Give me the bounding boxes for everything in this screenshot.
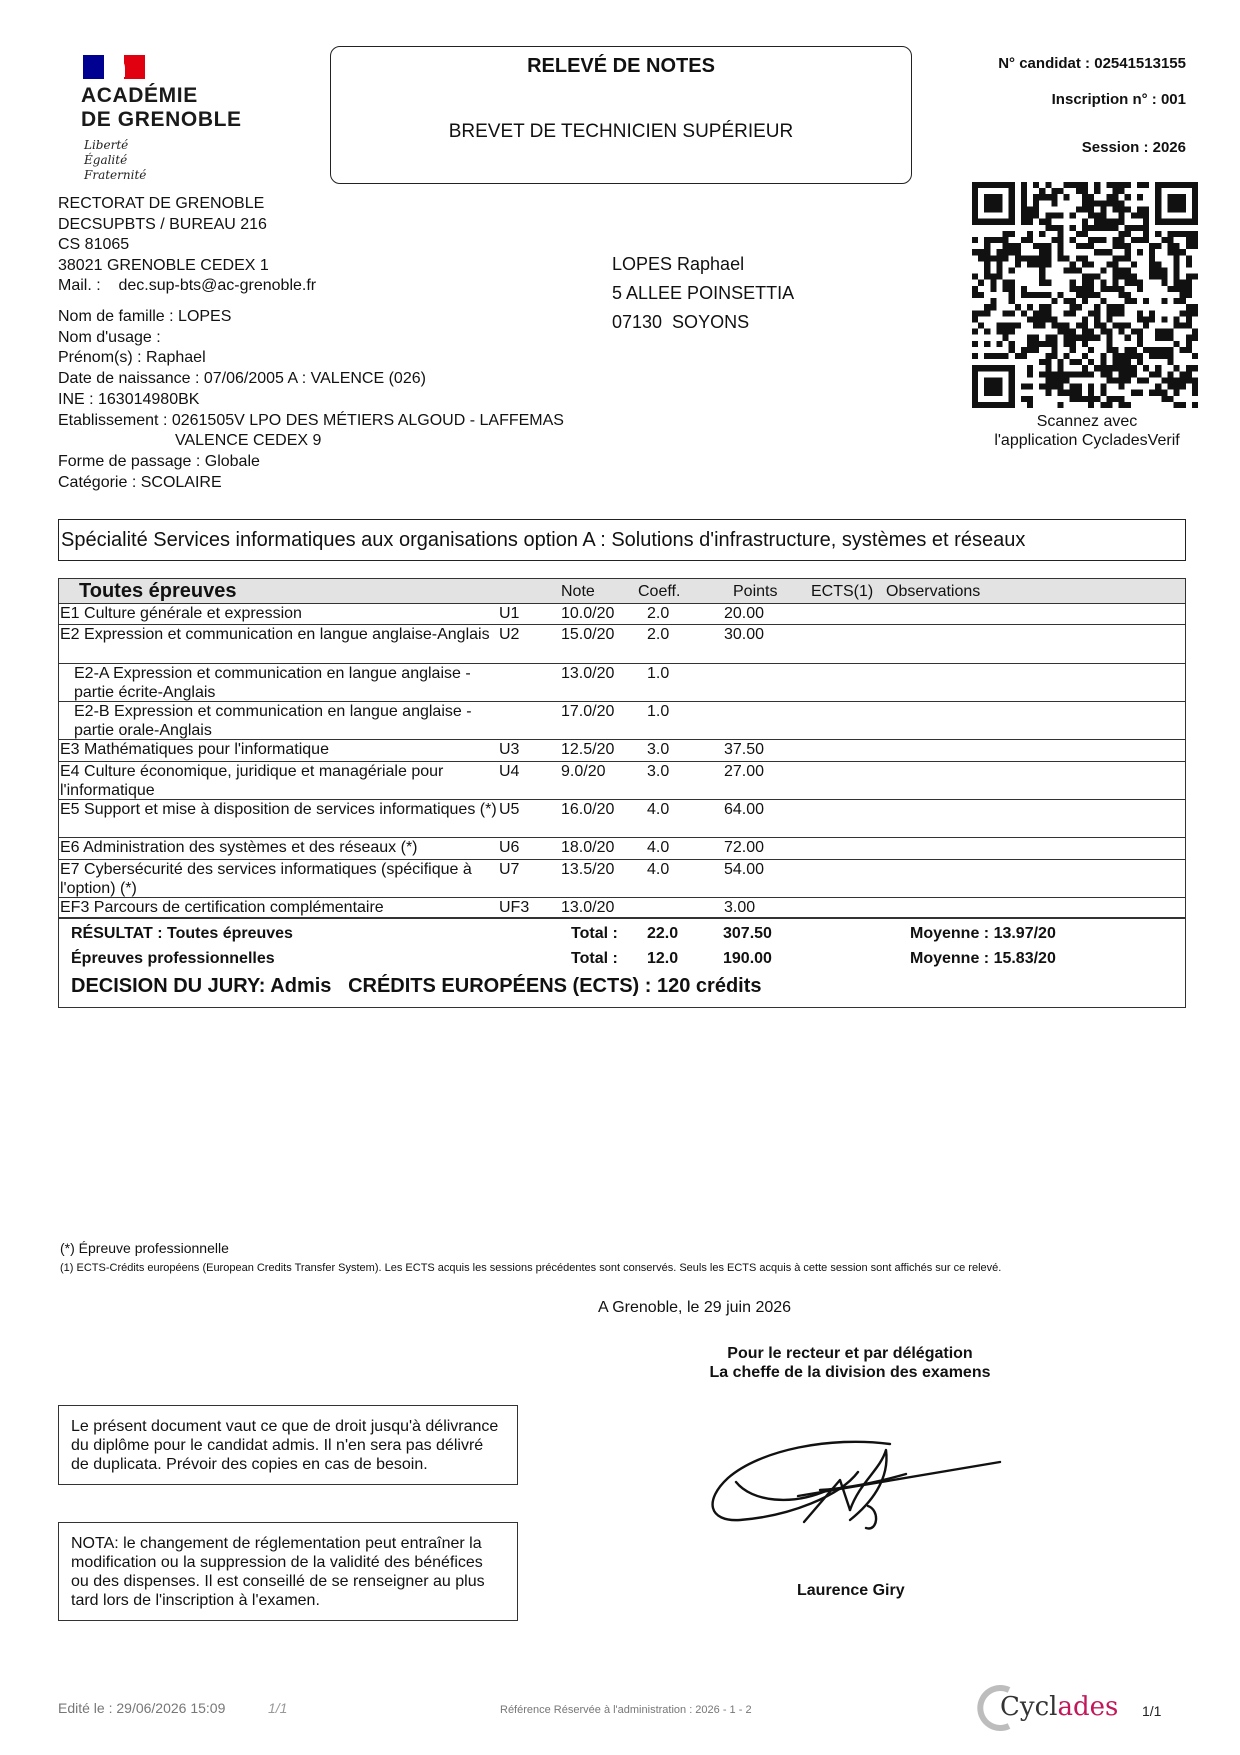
result-pro-average: Moyenne : 15.83/20 xyxy=(910,950,1056,967)
grade-label: E3 Mathématiques pour l'informatique xyxy=(60,741,329,758)
grade-label: E5 Support et mise à disposition de services informatiques (*) xyxy=(60,801,497,818)
grade-note: 12.5/20 xyxy=(561,741,615,758)
document-title-box xyxy=(330,46,912,184)
grade-label: E2-B Expression et communication en langue anglaise - partie orale-Anglais xyxy=(74,703,472,739)
grade-unit: U6 xyxy=(499,839,520,856)
grade-coeff: 3.0 xyxy=(647,763,670,780)
grade-unit: U2 xyxy=(499,626,520,643)
grade-coeff: 3.0 xyxy=(647,741,670,758)
edition-date: Edité le : 29/06/2026 15:09 xyxy=(58,1700,226,1716)
grades-table xyxy=(58,578,1186,919)
result-all-label: RÉSULTAT : Toutes épreuves xyxy=(71,925,293,942)
table-row xyxy=(59,604,1185,625)
candidate-number: N° candidat : 02541513155 xyxy=(998,55,1186,72)
grade-label: E1 Culture générale et expression xyxy=(60,605,302,622)
grade-coeff: 1.0 xyxy=(647,703,670,720)
grade-note: 15.0/20 xyxy=(561,626,615,643)
sender-address: RECTORAT DE GRENOBLE DECSUPBTS / BUREAU 216 CS 81065 38021 GRENOBLE CEDEX 1 Mail. : dec.sup-bts@ac-grenoble.fr xyxy=(58,194,316,297)
place-date: A Grenoble, le 29 juin 2026 xyxy=(598,1299,792,1316)
notice-validity: Le présent document vaut ce que de droit jusqu'à délivrance du diplôme pour le candidat admis. Il n'en sera pas délivré de duplicata. Prévoir des copies en cas de besoin. xyxy=(58,1405,518,1485)
candidate-identity: Nom de famille : LOPES Nom d'usage : Prénom(s) : Raphael Date de naissance : 07/06/2005 A : VALENCE (026) INE : 163014980BK Etablissement : 0261505V LPO DES MÉTIERS ALGOUD - LAFFEMAS VALENCE CEDEX 9 Forme de passage : Globale Catégorie : SCOLAIRE xyxy=(58,308,564,491)
page-indicator-italic: 1/1 xyxy=(268,1700,288,1716)
page-number: 1/1 xyxy=(1142,1703,1162,1719)
table-row xyxy=(59,762,1185,800)
result-box: RÉSULTAT : Toutes épreuves Total : 22.0 307.50 Moyenne : 13.97/20 Épreuves professionnelles Total : 12.0 190.00 Moyenne : 15.83/20 DECISION DU JURY: Admis CRÉDITS EUROPÉENS (ECTS) : 120 crédits xyxy=(58,917,1186,1008)
admin-reference: Référence Réservée à l'administration : 2026 - 1 - 2 xyxy=(500,1704,752,1716)
diploma-name: BREVET DE TECHNICIEN SUPÉRIEUR xyxy=(448,121,794,142)
grade-points: 54.00 xyxy=(724,861,765,878)
grade-points: 37.50 xyxy=(724,741,765,758)
result-pro-coeff: 12.0 xyxy=(647,950,679,967)
grade-points: 27.00 xyxy=(724,763,765,780)
table-row xyxy=(59,702,1185,740)
grade-note: 13.0/20 xyxy=(561,665,615,682)
grade-unit: U3 xyxy=(499,741,520,758)
grade-coeff: 2.0 xyxy=(647,605,670,622)
grade-note: 13.0/20 xyxy=(561,899,615,916)
footnote-ects: (1) ECTS-Crédits européens (European Credits Transfer System). Les ECTS acquis les sessions précédentes sont conservés. Seuls les ECTS acquis à cette session sont affichés sur ce relevé. xyxy=(60,1262,1002,1274)
table-row xyxy=(59,740,1185,762)
grade-unit: U1 xyxy=(499,605,520,622)
grade-unit: U4 xyxy=(499,763,520,780)
republic-motto: Liberté Égalité Fraternité xyxy=(84,138,147,182)
grade-note: 16.0/20 xyxy=(561,801,615,818)
grade-points: 30.00 xyxy=(724,626,765,643)
session-year: Session : 2026 xyxy=(1081,139,1186,156)
grade-note: 13.5/20 xyxy=(561,861,615,878)
table-row xyxy=(59,860,1185,898)
signature-icon xyxy=(700,1410,1010,1560)
signatory-name: Laurence Giry xyxy=(797,1582,905,1599)
grade-coeff: 2.0 xyxy=(647,626,670,643)
sender-mail: Mail. : dec.sup-bts@ac-grenoble.fr xyxy=(58,277,317,294)
result-all-average: Moyenne : 13.97/20 xyxy=(910,925,1056,942)
document-title: RELEVÉ DE NOTES xyxy=(527,55,715,77)
academy-name: ACADÉMIE DE GRENOBLE xyxy=(81,84,242,131)
notice-regulation: NOTA: le changement de réglementation peut entraîner la modification ou la suppression de la validité des bénéfices ou des dispenses. Il est conseillé de se renseigner au plus tard lors de l'inscription à l'examen. xyxy=(58,1522,518,1621)
grade-label: E7 Cybersécurité des services informatiques (spécifique à l'option) (*) xyxy=(60,861,472,897)
cyclades-brand: Cyclades xyxy=(1000,1692,1119,1722)
grade-coeff: 4.0 xyxy=(647,861,670,878)
qr-caption: Scannez avec l'application CycladesVerif xyxy=(994,413,1180,449)
grade-note: 10.0/20 xyxy=(561,605,615,622)
grades-table-header: Toutes épreuves Note Coeff. Points ECTS(1) Observations xyxy=(59,579,1185,604)
grade-label: EF3 Parcours de certification complémentaire xyxy=(60,899,384,916)
qr-code-icon xyxy=(972,182,1198,408)
grade-coeff: 1.0 xyxy=(647,665,670,682)
table-row xyxy=(59,838,1185,860)
grade-note: 9.0/20 xyxy=(561,763,606,780)
grade-note: 18.0/20 xyxy=(561,839,615,856)
grade-unit: U5 xyxy=(499,801,520,818)
grade-label: E6 Administration des systèmes et des réseaux (*) xyxy=(60,839,418,856)
grade-label: E4 Culture économique, juridique et managériale pour l'informatique xyxy=(60,763,444,799)
grade-unit: U7 xyxy=(499,861,520,878)
republic-flag-icon xyxy=(83,55,145,79)
grade-points: 72.00 xyxy=(724,839,765,856)
grade-points: 64.00 xyxy=(724,801,765,818)
speciality-box: Spécialité Services informatiques aux organisations option A : Solutions d'infrastructure, systèmes et réseaux xyxy=(58,519,1186,561)
result-pro-points: 190.00 xyxy=(723,950,772,967)
grade-note: 17.0/20 xyxy=(561,703,615,720)
table-row xyxy=(59,800,1185,838)
grade-label: E2-A Expression et communication en langue anglaise - partie écrite-Anglais xyxy=(74,665,471,701)
table-row xyxy=(59,664,1185,702)
signatory-title: Pour le recteur et par délégation La cheffe de la division des examens xyxy=(709,1345,991,1381)
cyclades-logo xyxy=(975,1684,1119,1734)
grade-unit: UF3 xyxy=(499,899,530,916)
footnote-professional: (*) Épreuve professionnelle xyxy=(60,1240,229,1256)
inscription-number: Inscription n° : 001 xyxy=(1051,91,1186,108)
jury-decision: DECISION DU JURY: Admis CRÉDITS EUROPÉENS (ECTS) : 120 crédits xyxy=(71,975,762,997)
grade-coeff: 4.0 xyxy=(647,801,670,818)
grade-points: 3.00 xyxy=(724,899,756,916)
result-pro-label: Épreuves professionnelles xyxy=(71,950,275,967)
grade-points: 20.00 xyxy=(724,605,765,622)
table-row xyxy=(59,898,1185,918)
table-row xyxy=(59,625,1185,664)
grade-coeff: 4.0 xyxy=(647,839,670,856)
recipient-address: LOPES Raphael 5 ALLEE POINSETTIA 07130 SOYONS xyxy=(612,254,795,332)
grade-label: E2 Expression et communication en langue anglaise-Anglais xyxy=(60,626,490,643)
result-all-points: 307.50 xyxy=(723,925,772,942)
result-all-coeff: 22.0 xyxy=(647,925,679,942)
